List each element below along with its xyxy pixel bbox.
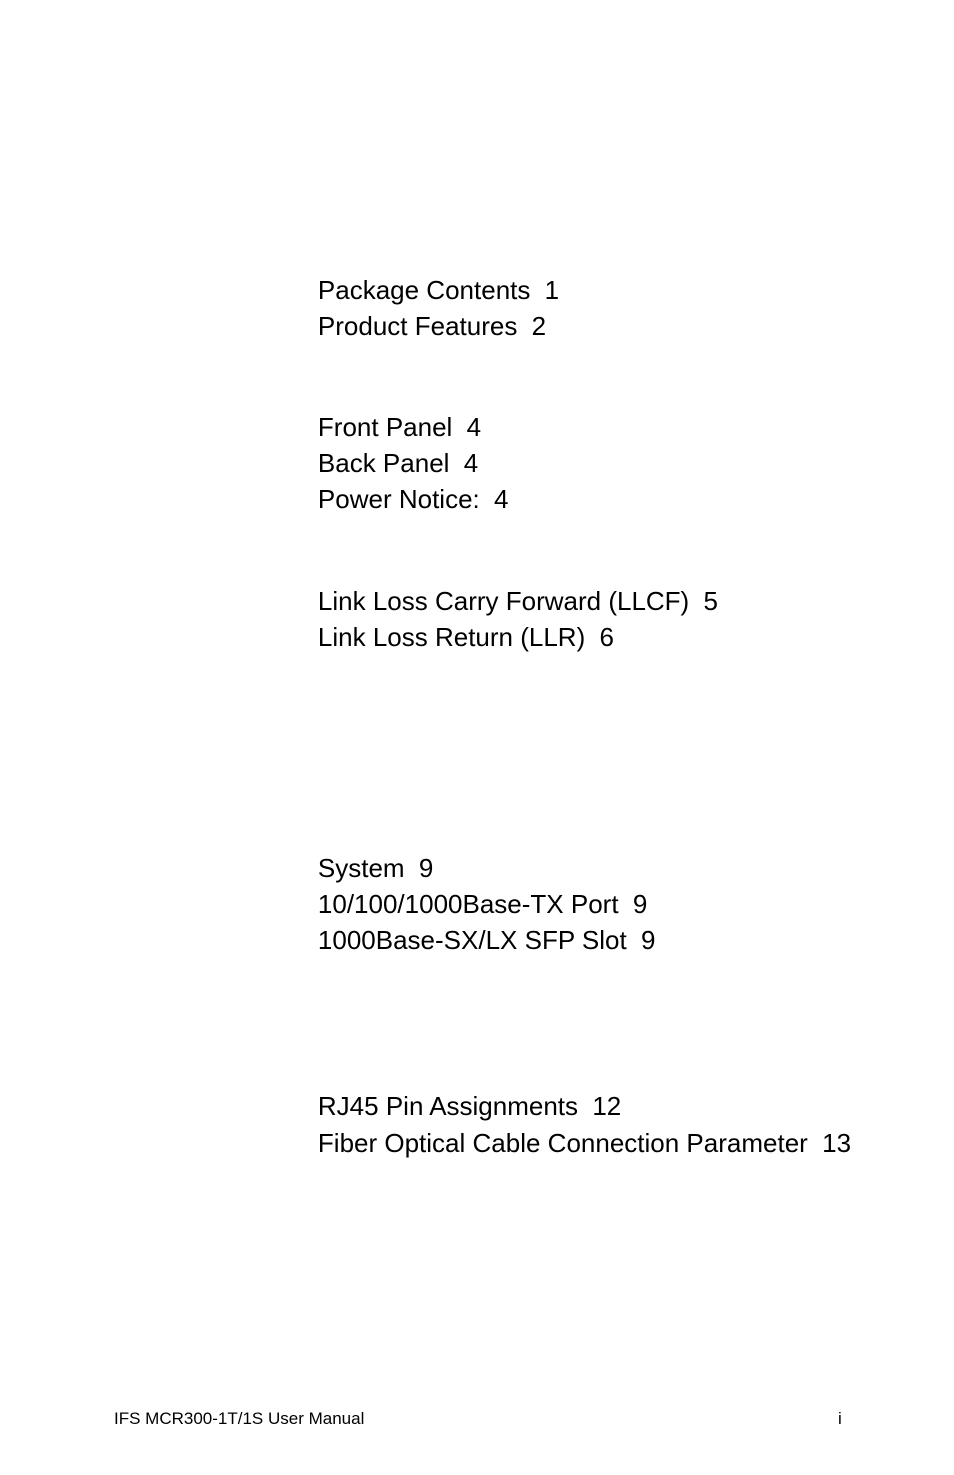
toc-entry-page: 13 xyxy=(822,1128,852,1158)
toc-entry-title: System xyxy=(317,853,405,883)
footer-manual-title: IFS MCR300-1T/1S User Manual xyxy=(114,1409,365,1428)
toc-entry-page: 4 xyxy=(494,484,509,514)
toc-entry-page: 6 xyxy=(599,622,615,652)
toc-entry-page: 9 xyxy=(632,889,648,919)
toc-entry-fiber-cable-parameter[interactable] xyxy=(289,1098,851,1188)
toc-entry-llr[interactable] xyxy=(289,592,614,682)
toc-entry-page: 4 xyxy=(463,448,479,478)
toc-entry-title: 10/100/1000Base-TX Port xyxy=(317,889,619,919)
toc-entry-page: 2 xyxy=(531,311,547,341)
toc-entry-title: 1000Base-SX/LX SFP Slot xyxy=(317,925,627,955)
toc-entry-sfp-slot[interactable] xyxy=(289,895,656,985)
toc-entry-title: Back Panel xyxy=(317,448,450,478)
toc-entry-title: Package Contents xyxy=(317,275,531,305)
toc-entry-page: 9 xyxy=(418,853,434,883)
toc-entry-title: Link Loss Return (LLR) xyxy=(317,622,586,652)
toc-entry-title: RJ45 Pin Assignments xyxy=(317,1091,579,1121)
footer-page-number: i xyxy=(838,1409,842,1428)
toc-entry-title: Link Loss Carry Forward (LLCF) xyxy=(317,586,690,616)
toc-entry-product-features[interactable] xyxy=(289,281,546,371)
toc-entry-page: 9 xyxy=(641,925,656,955)
toc-entry-page: 12 xyxy=(592,1091,622,1121)
toc-entry-page: 1 xyxy=(544,275,560,305)
toc-entry-title: Power Notice: xyxy=(317,484,480,514)
toc-entry-power-notice[interactable] xyxy=(289,454,509,544)
toc-entry-title: Product Features xyxy=(317,311,518,341)
toc-entry-title: Fiber Optical Cable Connection Parameter xyxy=(317,1128,808,1158)
toc-entry-page: 5 xyxy=(703,586,718,616)
toc-entry-page: 4 xyxy=(466,412,482,442)
toc-entry-title: Front Panel xyxy=(317,412,453,442)
